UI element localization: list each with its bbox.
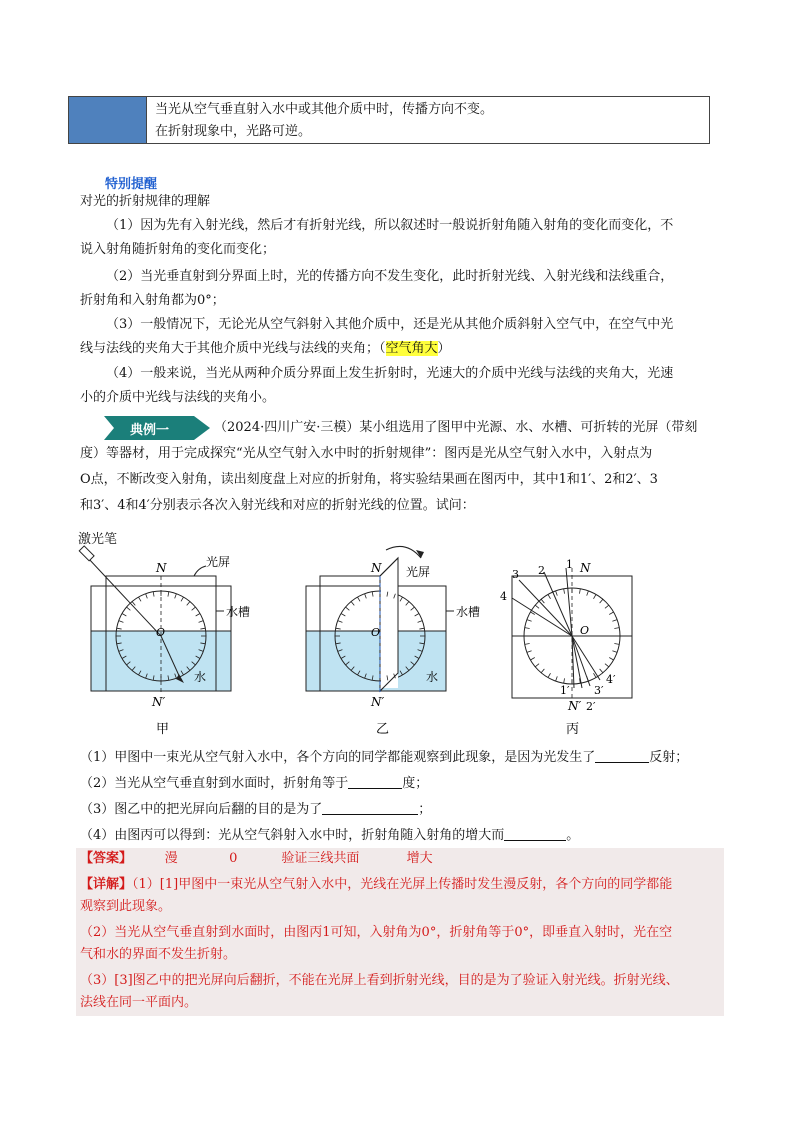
protractor-tick: [609, 612, 613, 615]
experiment-figure: [76, 528, 656, 743]
tip-p3b-text: 线与法线的夹角大于其他介质中光线与法线的夹角；（: [80, 341, 386, 356]
example-line-3: O点，不断改变入射角，读出刻度盘上对应的折射角，将实验结果画在图丙中，其中1和1′、2和2′、3: [80, 472, 658, 487]
protractor-tick: [612, 620, 617, 622]
protractor-tick: [527, 651, 532, 653]
q4-text: （4）由图丙可以得到：光从空气斜射入水中时，折射角随入射角的增大而: [80, 828, 505, 843]
protractor-tick: [556, 676, 558, 681]
protractor-tick: [351, 602, 354, 606]
jia-screen-label: 光屏: [206, 555, 231, 569]
tip-subtitle: 对光的折射规律的理解: [80, 194, 211, 209]
protractor-tick: [168, 592, 169, 597]
tip-p3a: （3）一般情况下，无论光从空气斜射入其他介质中，还是光从其他介质斜射入空气中，在空气中光: [106, 317, 674, 332]
detail-3b: 法线在同一平面内。: [80, 995, 198, 1010]
protractor-tick: [600, 669, 603, 673]
question-1: [80, 746, 720, 770]
q2-blank[interactable]: [348, 775, 402, 789]
question-3: [80, 798, 720, 822]
protractor-tick: [525, 643, 530, 644]
protractor-tick: [612, 651, 617, 653]
q1-text: （1）甲图中一束光从空气射入水中，各个方向的同学都能观察到此现象，是因为光发生了: [80, 750, 596, 765]
answer-1: 漫: [164, 851, 178, 866]
tip-p2b: 折射角和入射角都为0°；: [80, 293, 225, 308]
protractor-tick: [192, 607, 196, 610]
protractor-tick: [587, 591, 589, 596]
table-color-cell: [69, 97, 147, 143]
bing-2: 2: [538, 564, 545, 577]
answer-3: 验证三线共面: [281, 851, 360, 866]
bing-O: O: [580, 624, 590, 637]
yi-water-label: 水: [426, 670, 439, 684]
tip-p3c: ）: [437, 341, 451, 356]
protractor-tick: [341, 614, 345, 617]
yi-caption: 乙: [376, 722, 390, 737]
tip-p2a: （2）当光垂直射到分界面上时，光的传播方向不发生变化，此时折射光线、入射光线和法线重合，: [106, 269, 674, 284]
bing-3: 3: [512, 568, 519, 581]
yi-O: O: [371, 626, 381, 639]
example-line-2: 度）等器材，用于完成探究“光从空气射入水中时的折射规律”：图丙是光从空气射入水中，入射点为: [80, 446, 653, 461]
protractor-tick: [564, 589, 565, 594]
protractor-tick: [525, 628, 530, 629]
protractor-tick: [175, 594, 177, 599]
protractor-tick: [187, 602, 190, 606]
detail-2b: 气和水的界面不发生折射。: [80, 947, 237, 962]
yi-tank-label: 水槽: [456, 605, 481, 619]
protractor-tick: [548, 594, 551, 598]
bing-1p: 1′: [560, 684, 570, 697]
protractor-tick: [579, 589, 580, 594]
bing-2p: 2′: [586, 700, 596, 713]
protractor-tick: [605, 605, 609, 608]
bing-caption: 丙: [566, 722, 580, 737]
protractor-tick: [594, 594, 597, 598]
protractor-tick: [153, 592, 154, 597]
protractor-tick: [139, 597, 142, 601]
protractor-tick: [411, 607, 415, 610]
example-line-4: 和3′、4和4′分别表示各次入射光线和对应的折射光线的位置。试问：: [80, 498, 475, 513]
jia-O: O: [156, 626, 166, 639]
protractor-tick: [556, 591, 558, 596]
bing-3p: 3′: [594, 684, 604, 697]
jia-N: N: [156, 561, 167, 575]
detail-line-1: [80, 874, 720, 896]
jia-water-label: 水: [194, 670, 207, 684]
yi-screen-label: 光屏: [406, 565, 431, 579]
rule-table: [68, 96, 710, 144]
protractor-tick: [358, 597, 361, 601]
bing-4: 4: [500, 590, 507, 603]
question-4: [80, 824, 720, 848]
bing-N: N: [580, 561, 591, 575]
protractor-tick: [564, 678, 565, 683]
detail-1b: 观察到此现象。: [80, 899, 172, 914]
protractor-tick: [199, 621, 204, 623]
laser-label: 激光笔: [78, 532, 118, 547]
tip-p4b: 小的介质中光线与法线的夹角小。: [80, 390, 276, 405]
protractor-tick: [406, 602, 409, 606]
protractor-tick: [200, 628, 205, 629]
protractor-tick: [530, 658, 534, 661]
detail-3a: （3）[3]图乙中的把光屏向后翻折，不能在光屏上看到折射光线，目的是为了验证入射光线。折射光线、: [80, 973, 679, 988]
q3-blank[interactable]: [322, 801, 418, 815]
bing-Np: N′: [568, 699, 582, 713]
protractor-tick: [117, 628, 122, 629]
q2-tail: 度；: [402, 776, 429, 791]
protractor-tick: [541, 599, 544, 603]
protractor-tick: [400, 597, 403, 601]
q3-text: （3）图乙中的把光屏向后翻的目的是为了: [80, 802, 323, 817]
protractor-tick: [346, 607, 350, 610]
protractor-tick: [132, 602, 135, 606]
question-2: [80, 772, 720, 796]
protractor-tick: [609, 658, 613, 661]
answer-4: 增大: [406, 851, 433, 866]
tip-p1b: 说入射角随折射角的变化而变化；: [80, 242, 276, 257]
protractor-tick: [181, 597, 184, 601]
table-line-2: 在折射现象中，光路可逆。: [155, 124, 312, 139]
protractor-tick: [419, 628, 424, 629]
q4-blank[interactable]: [504, 827, 566, 841]
protractor-tick: [605, 664, 609, 667]
bing-4p: 4′: [606, 673, 616, 686]
highlight-answer: 空气角大: [385, 341, 438, 356]
badge-label: 典例一: [130, 423, 170, 438]
example-badge: [104, 416, 210, 440]
protractor-tick: [196, 614, 200, 617]
tip-p4a: （4）一般来说，当光从两种介质分界面上发生折射时，光速大的介质中光线与法线的夹角大，光速: [106, 366, 674, 381]
answer-line: [80, 848, 720, 870]
tip-title: 特别提醒: [105, 177, 158, 192]
yi-Np: N′: [371, 695, 385, 709]
table-line-1: 当光从空气垂直射入水中或其他介质中时，传播方向不变。: [155, 102, 494, 117]
q3-tail: ；: [418, 802, 432, 817]
protractor-tick: [122, 614, 126, 617]
protractor-tick: [527, 620, 532, 622]
q1-blank[interactable]: [595, 749, 649, 763]
answer-2: 0: [229, 851, 238, 866]
protractor-tick: [535, 605, 539, 608]
tip-p1: [80, 214, 720, 238]
protractor-tick: [600, 599, 603, 603]
yi-N: N: [371, 561, 382, 575]
tip-p1a: （1）因为先有入射光线，然后才有折射光线，所以叙述时一般说折射角随入射角的变化而变化，不: [106, 218, 674, 233]
jia-Np: N′: [152, 695, 166, 709]
protractor-tick: [418, 621, 423, 623]
protractor-tick: [415, 614, 419, 617]
example-line-1: （2024·四川广安·三模）某小组选用了图甲中光源、水、水槽、可折转的光屏（带刻: [214, 420, 698, 435]
protractor-tick: [365, 594, 367, 599]
q1-tail: 反射；: [649, 750, 689, 765]
jia-tank-label: 水槽: [226, 605, 251, 619]
table-text-cell: [147, 97, 709, 143]
answer-box: [76, 848, 724, 1016]
protractor-tick: [119, 621, 124, 623]
protractor-tick: [614, 643, 619, 644]
protractor-tick: [614, 628, 619, 629]
protractor-tick: [336, 628, 341, 629]
protractor-tick: [548, 673, 551, 677]
answer-label: 【答案】: [80, 851, 133, 866]
q2-text: （2）当光从空气垂直射到水面时，折射角等于: [80, 776, 349, 791]
q4-tail: 。: [566, 828, 580, 843]
protractor-tick: [127, 607, 131, 610]
tip-p3b: [80, 337, 720, 361]
protractor-tick: [146, 594, 148, 599]
protractor-tick: [535, 664, 539, 667]
detail-label: 【详解】: [80, 877, 133, 892]
detail-2a: （2）当光从空气垂直射到水面时，由图丙1可知，入射角为0°，折射角等于0°，即垂直入射时，光在空: [80, 925, 673, 940]
detail-1a: （1）[1]甲图中一束光从空气射入水中，光线在光屏上传播时发生漫反射，各个方向的同学都能: [132, 877, 673, 892]
protractor-tick: [338, 621, 343, 623]
protractor-tick: [541, 669, 544, 673]
bing-1: 1: [566, 558, 573, 571]
protractor-tick: [372, 592, 373, 597]
jia-caption: 甲: [156, 722, 170, 737]
